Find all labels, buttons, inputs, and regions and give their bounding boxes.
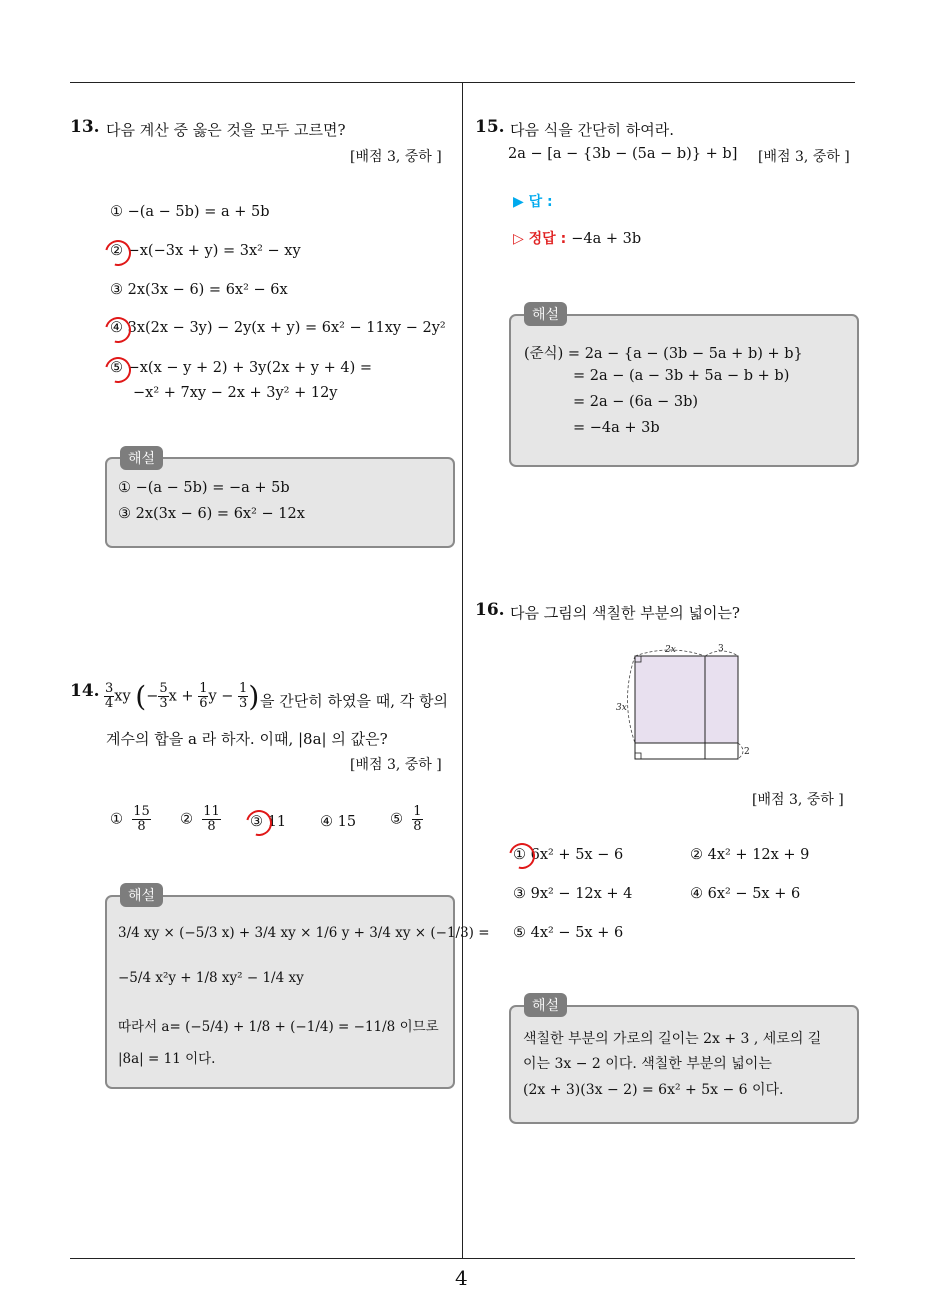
term: x + — [168, 688, 194, 705]
q14-text-tail: 을 간단히 하였을 때, 각 항의 — [260, 692, 448, 710]
denominator: 3 — [239, 696, 248, 711]
q14-number: 14. — [70, 681, 100, 701]
label-3x: 3x — [616, 703, 627, 713]
correct-answer — [513, 228, 641, 248]
dim-arc-2 — [738, 743, 743, 759]
q14-solution-tag: 해설 — [120, 883, 163, 907]
q14-choice-5[interactable] — [390, 805, 423, 834]
numerator: 1 — [239, 681, 248, 696]
q13-choice-2[interactable]: ② −x(−3x + y) = 3x² − xy — [110, 243, 301, 259]
q16-solution-tag: 해설 — [524, 993, 567, 1017]
q13-text: 다음 계산 중 옳은 것을 모두 고르면? — [106, 121, 346, 139]
label-3: 3 — [718, 644, 724, 654]
q16-choice-4[interactable]: ④ 6x² − 5x + 6 — [690, 886, 801, 902]
q15-expression: 2a − [a − {3b − (5a − b)} + b] — [508, 146, 738, 162]
answer-mark-circle — [100, 352, 136, 388]
bottom-rule — [70, 1258, 855, 1259]
q16-choice-2[interactable]: ② 4x² + 12x + 9 — [690, 847, 810, 863]
q16-number: 16. — [475, 600, 505, 620]
q13-choice-5-continued: −x² + 7xy − 2x + 3y² + 12y — [133, 385, 338, 401]
fraction — [104, 682, 114, 711]
correct-answer-label: ▷ 정답 : — [513, 231, 567, 247]
numerator: 5 — [159, 681, 168, 696]
q14-choice-1[interactable] — [110, 805, 151, 834]
q14-solution-line-4: |8a| = 11 이다. — [118, 1051, 216, 1067]
denominator: 8 — [207, 819, 216, 834]
paren: ( — [135, 680, 147, 713]
q15-solution-box — [509, 314, 859, 467]
answer-mark-circle — [100, 312, 136, 348]
q13-solution-line-1: ① −(a − 5b) = −a + 5b — [118, 480, 290, 496]
q13-solution-tag: 해설 — [120, 446, 163, 470]
q13-choice-4[interactable]: ④ 3x(2x − 3y) − 2y(x + y) = 6x² − 11xy − 2y² — [110, 320, 446, 336]
shaded-region — [635, 656, 738, 743]
q16-solution-line-3: (2x + 3)(3x − 2) = 6x² + 5x − 6 이다. — [523, 1082, 784, 1098]
correct-answer-value: −4a + 3b — [571, 231, 642, 247]
label-2: 2 — [744, 747, 750, 757]
fraction — [198, 682, 208, 711]
numerator: 15 — [133, 804, 150, 819]
q16-solution-line-2: 이는 3x − 2 이다. 색칠한 부분의 넓이는 — [523, 1056, 772, 1072]
q14-text-line-2: 계수의 합을 a 라 하자. 이때, |8a| 의 값은? — [106, 730, 388, 748]
q15-solution-line-4: = −4a + 3b — [573, 420, 660, 436]
answer-mark-circle — [100, 235, 136, 271]
fraction — [158, 682, 168, 711]
column-divider — [462, 83, 463, 1258]
denominator: 6 — [199, 696, 208, 711]
q14-solution-line-3 — [118, 1015, 439, 1035]
answer-label[interactable]: ▶ 답 : — [513, 194, 553, 210]
fraction — [132, 805, 151, 834]
sign: − — [146, 688, 159, 705]
q16-score: [배점 3, 중하 ] — [752, 792, 844, 808]
q15-solution-tag: 해설 — [524, 302, 567, 326]
text: 따라서 a= — [118, 1019, 181, 1035]
q15-score: [배점 3, 중하 ] — [758, 149, 850, 165]
q14-choice-2[interactable] — [180, 805, 221, 834]
q13-solution-box — [105, 457, 455, 548]
choice-label: ⑤ — [390, 811, 403, 828]
q13-choice-1[interactable]: ① −(a − 5b) = a + 5b — [110, 204, 270, 220]
denominator: 8 — [137, 819, 146, 834]
q14-expression — [104, 680, 259, 713]
numerator: 11 — [203, 804, 220, 819]
q15-solution-line-1: (준식) = 2a − {a − (3b − 5a + b) + b} — [524, 346, 803, 362]
answer-mark-circle — [504, 838, 540, 874]
choice-label: ① — [110, 811, 123, 828]
q13-choice-3[interactable]: ③ 2x(3x − 6) = 6x² − 6x — [110, 282, 288, 298]
choice-label: ② — [180, 811, 193, 828]
paren: ) — [248, 680, 260, 713]
q15-text: 다음 식을 간단히 하여라. — [510, 121, 674, 139]
term: y − — [208, 688, 234, 705]
numerator: 1 — [413, 804, 422, 819]
right-angle-mark — [635, 753, 641, 759]
q15-number: 15. — [475, 117, 505, 137]
q16-choice-5[interactable]: ⑤ 4x² − 5x + 6 — [513, 925, 624, 941]
q16-figure — [612, 640, 757, 770]
q16-text: 다음 그림의 색칠한 부분의 넓이는? — [510, 604, 740, 622]
denominator: 3 — [159, 696, 168, 711]
q16-solution-line-1: 색칠한 부분의 가로의 길이는 2x + 3 , 세로의 길 — [523, 1031, 822, 1047]
q16-choice-3[interactable]: ③ 9x² − 12x + 4 — [513, 886, 633, 902]
q15-solution-line-2: = 2a − (a − 3b + 5a − b + b) — [573, 368, 790, 384]
q13-number: 13. — [70, 117, 100, 137]
label-2x: 2x — [665, 645, 676, 655]
fraction — [202, 805, 221, 834]
q14-choice-3[interactable]: ③ 11 — [250, 814, 287, 830]
q14-solution-line-2: −5/4 x²y + 1/8 xy² − 1/4 xy — [118, 970, 304, 986]
denominator: 4 — [105, 696, 114, 711]
q16-choice-1[interactable]: ① 6x² + 5x − 6 — [513, 847, 624, 863]
numerator: 3 — [105, 681, 114, 696]
q13-score: [배점 3, 중하 ] — [350, 149, 442, 165]
text: 이므로 — [399, 1019, 439, 1035]
q15-solution-line-3: = 2a − (6a − 3b) — [573, 394, 699, 410]
fraction — [412, 805, 422, 834]
q14-xy: xy — [114, 688, 131, 705]
numerator: 1 — [199, 681, 208, 696]
dim-arc-3x — [628, 656, 636, 743]
fraction — [238, 682, 248, 711]
expr: (−5/4) + 1/8 + (−1/4) = −11/8 — [185, 1019, 396, 1035]
q14-choice-4[interactable]: ④ 15 — [320, 814, 357, 830]
q13-solution-line-2: ③ 2x(3x − 6) = 6x² − 12x — [118, 506, 305, 522]
q14-solution-line-1: 3/4 xy × (−5/3 x) + 3/4 xy × 1/6 y + 3/4 xy × (−1/3) = — [118, 925, 490, 941]
q13-choice-5[interactable]: ⑤ −x(x − y + 2) + 3y(2x + y + 4) = — [110, 360, 372, 376]
q14-score: [배점 3, 중하 ] — [350, 757, 442, 773]
denominator: 8 — [413, 819, 422, 834]
answer-mark-circle — [241, 805, 277, 841]
page-number: 4 — [455, 1266, 468, 1290]
